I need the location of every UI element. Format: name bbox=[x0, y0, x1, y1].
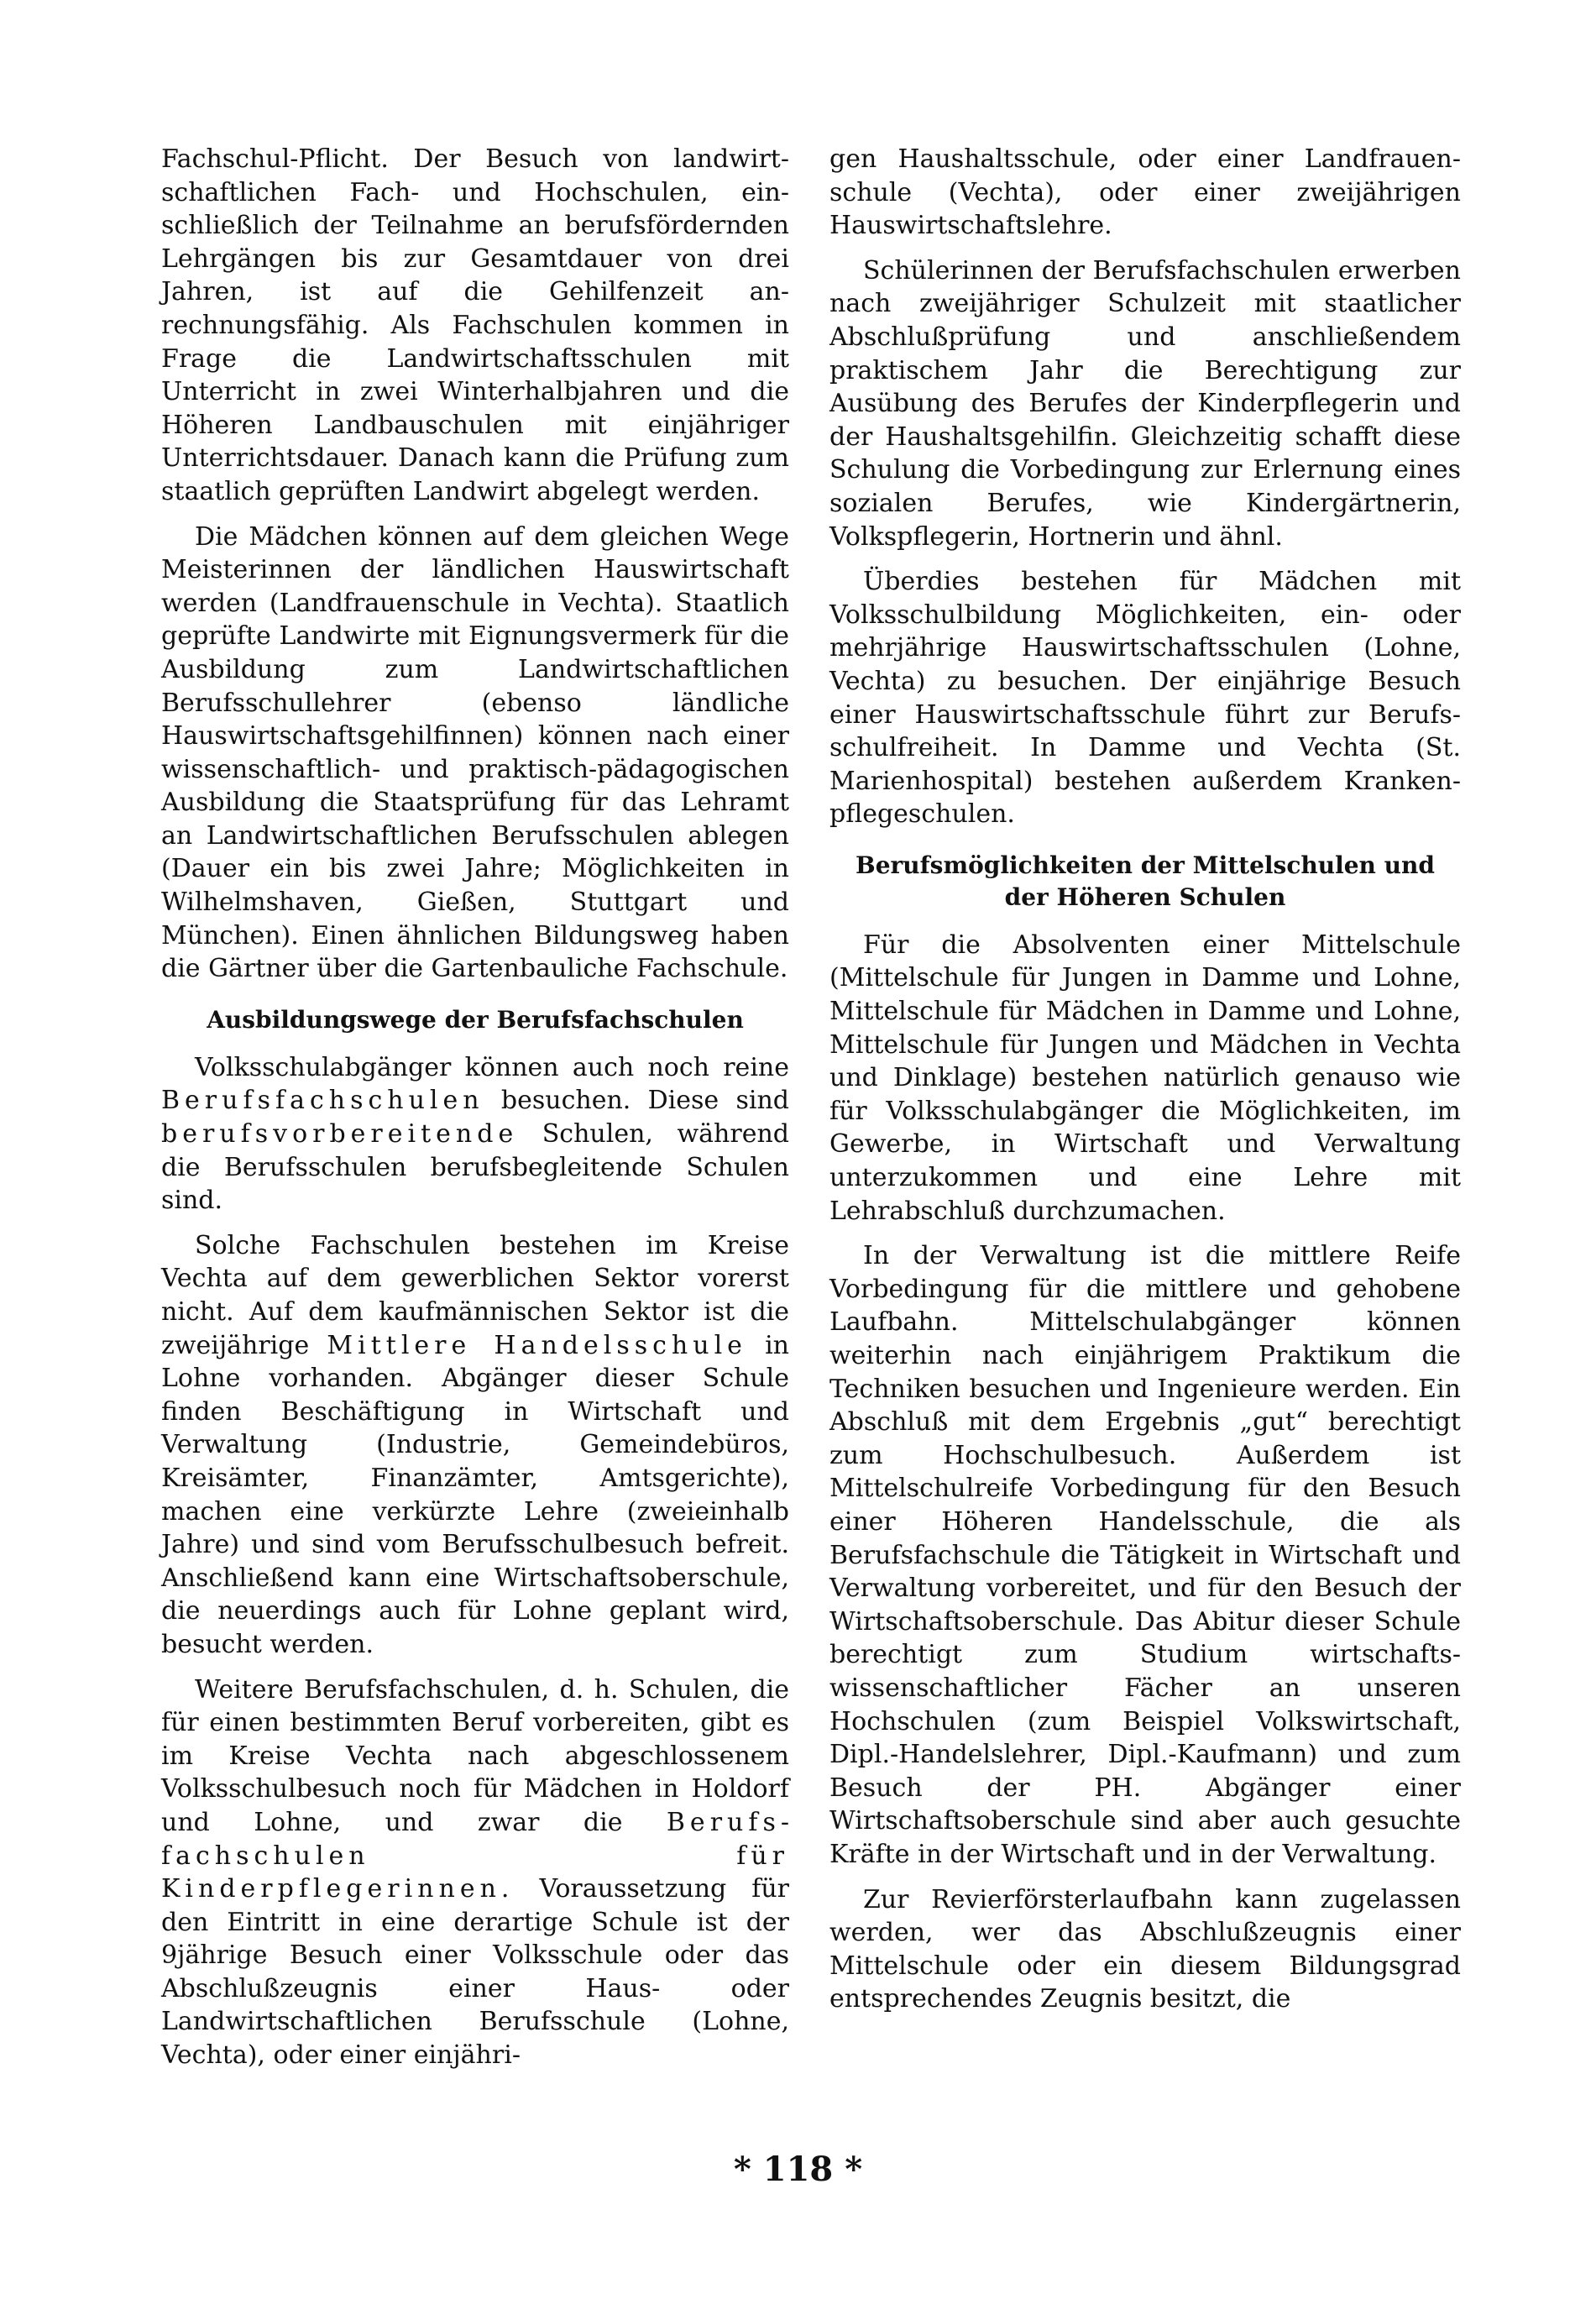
page-footer bbox=[0, 2150, 1596, 2189]
paragraph: Fachschul-Pflicht. Der Besuch von landwirtschaftlichen Fach- und Hochschulen, einschließlich der Teilnahme an berufsfördernden Lehrgängen bis zur Gesamtdauer von drei Jahren, ist auf die Gehilfenzeit anrechnungsfähig. Als Fachschulen kommen in Frage die Landwirtschaftsschulen mit Unterricht in zwei Winterhalbjahren und die Höheren Landbauschulen mit einjähriger Unterrichtsdauer. Danach kann die Prüfung zum staatlich geprüften Landwirt abgelegt werden. bbox=[161, 144, 789, 506]
paragraph: Die Mädchen können auf dem gleichen Wege Meisterinnen der ländlichen Hauswirtschaft werden (Landfrauenschule in Vechta). Staatlich geprüfte Landwirte mit Eignungsvermerk für die Ausbildung zum Landwirtschaftlichen Berufsschullehrer (ebenso ländliche Hauswirtschaftsgehilfinnen) können nach einer wissenschaftlich- und praktisch-pädagogischen Ausbildung die Staatsprüfung für das Lehramt an Landwirtschaftlichen Berufsschulen ablegen (Dauer ein bis zwei Jahre; Möglichkeiten in Wilhelmshaven, Gießen, Stuttgart und München). Einen ähnlichen Bildungsweg haben die Gärtner über die Gartenbauliche Fachschule. bbox=[161, 521, 789, 984]
text-run: Voraussetzung für den Eintritt in eine derartige Schule ist der 9jährige Besuch einer Volksschule oder das Abschlußzeugnis einer Haus- oder Landwirtschaftlichen Berufsschule (Lohne, Vechta), oder einer einjähri- bbox=[161, 1874, 789, 2071]
left-column bbox=[161, 143, 789, 2084]
paragraph bbox=[161, 1229, 789, 1662]
text-run: besuchen. Diese sind bbox=[484, 1086, 789, 1116]
star-ornament: * bbox=[845, 2150, 863, 2189]
paragraph bbox=[161, 1673, 789, 2072]
paragraph: Zur Revierförsterlaufbahn kann zugelassen werden, wer das Abschlußzeugnis einer Mittelschule oder ein diesem Bildungsgrad entsprechendes Zeugnis besitzt, die bbox=[829, 1884, 1461, 2014]
paragraph: Überdies bestehen für Mädchen mit Volksschulbildung Möglichkeiten, ein- oder mehrjährige Hauswirtschaftsschulen (Lohne, Vechta) zu besuchen. Der einjährige Besuch einer Hauswirtschaftsschule führt zur Berufsschulfreiheit. In Damme und Vechta (St. Marienhospital) bestehen außerdem Krankenpflegeschulen. bbox=[829, 567, 1461, 830]
paragraph: Für die Absolventen einer Mittelschule (Mittelschule für Jungen in Damme und Lohne, Mittelschule für Mädchen in Damme und Lohne, Mittelschule für Jungen und Mädchen in Vechta und Dinklage) bestehen natürlich genauso wie für Volksschulabgänger die Möglichkeiten, im Gewerbe, in Wirtschaft und Verwaltung unterzukommen und eine Lehre mit Lehrabschluß durchzumachen. bbox=[829, 930, 1461, 1226]
heading-line: der Höheren Schulen bbox=[1004, 882, 1286, 911]
page-number: 118 bbox=[762, 2150, 834, 2189]
section-heading: Ausbildungswege der Berufsfachschulen bbox=[207, 1005, 744, 1034]
text-run: Schulen, während die Berufsschulen berufsbegleitende Schulen sind. bbox=[161, 1119, 789, 1216]
paragraph: In der Verwaltung ist die mittlere Reife Vorbedingung für die mittlere und gehobene Laufbahn. Mittelschulabgänger können weiterhin nach einjährigem Praktikum die Techniken besuchen und Ingenieure werden. Ein Abschluß mit dem Ergebnis „gut“ berechtigt zum Hochschulbesuch. Außerdem ist Mittelschulreife Vorbedingung für den Besuch einer Höheren Handelsschule, die als Berufsfachschule die Tätigkeit in Wirtschaft und Verwaltung vorbereitet, und für den Besuch der Wirtschaftsoberschule. Das Abitur dieser Schule berechtigt zum Studium wirtschafts-wissenschaftlicher Fächer an unseren Hochschulen (zum Beispiel Volkswirtschaft, Dipl.-Handelslehrer, Dipl.-Kaufmann) und zum Besuch der PH. Abgänger einer Wirtschaftsoberschule sind aber auch gesuchte Kräfte in der Wirtschaft und in der Verwaltung. bbox=[829, 1241, 1461, 1869]
emphasized-text: berufsvorbereitende bbox=[161, 1119, 519, 1150]
heading-line: Berufsmöglichkeiten der Mittelschulen und bbox=[856, 851, 1435, 879]
text-run: in Lohne vorhanden. Abgänger dieser Schule finden Beschäftigung in Wirtschaft und Verwaltung (Industrie, Gemeindebüros, Kreisämter, Finanzämter, Amtsgerichte), machen eine verkürzte Lehre (zweieinhalb Jahre) und sind vom Berufsschulbesuch befreit. Anschließend kann eine Wirtschaftsoberschule, die neuerdings auch für Lohne geplant wird, besucht werden. bbox=[161, 1330, 789, 1659]
emphasized-text: Mittlere Handelsschule bbox=[327, 1330, 747, 1360]
paragraph: Schülerinnen der Berufsfachschulen erwerben nach zweijähriger Schulzeit mit staatlicher Abschlußprüfung und anschließendem praktischem Jahr die Berechtigung zur Ausübung des Berufes der Kinderpflegerin und der Haushaltsgehilfin. Gleichzeitig schafft diese Schulung die Vorbedingung zur Erlernung eines sozialen Berufes, wie Kindergärtnerin, Volkspflegerin, Hortnerin und ähnl. bbox=[829, 255, 1461, 552]
text-run: Weitere Berufsfachschulen, d. h. Schulen, die für einen bestimmten Beruf vorbereiten, gibt es im Kreise Vechta nach abgeschlossenem Volksschulbesuch noch für Mädchen in Holdorf und Lohne, und zwar die bbox=[161, 1674, 789, 1837]
right-column bbox=[829, 143, 1461, 2028]
paragraph bbox=[161, 1051, 789, 1218]
section-heading bbox=[829, 850, 1461, 914]
text-run: Volksschulabgänger können auch noch reine bbox=[195, 1052, 789, 1082]
emphasized-text: Berufsfachschulen für Kinderpflegerinnen. bbox=[161, 1807, 789, 1904]
paragraph: gen Haushaltsschule, oder einer Landfrauenschule (Vechta), oder einer zweijährigen Hauswirtschaftslehre. bbox=[829, 144, 1461, 241]
text-run: Solche Fachschulen bestehen im Kreise Vechta auf dem gewerblichen Sektor vorerst nicht. Auf dem kaufmännischen Sektor ist die zweijährige bbox=[161, 1230, 789, 1360]
emphasized-text: Berufsfachschulen bbox=[161, 1086, 484, 1116]
star-ornament: * bbox=[733, 2150, 751, 2189]
